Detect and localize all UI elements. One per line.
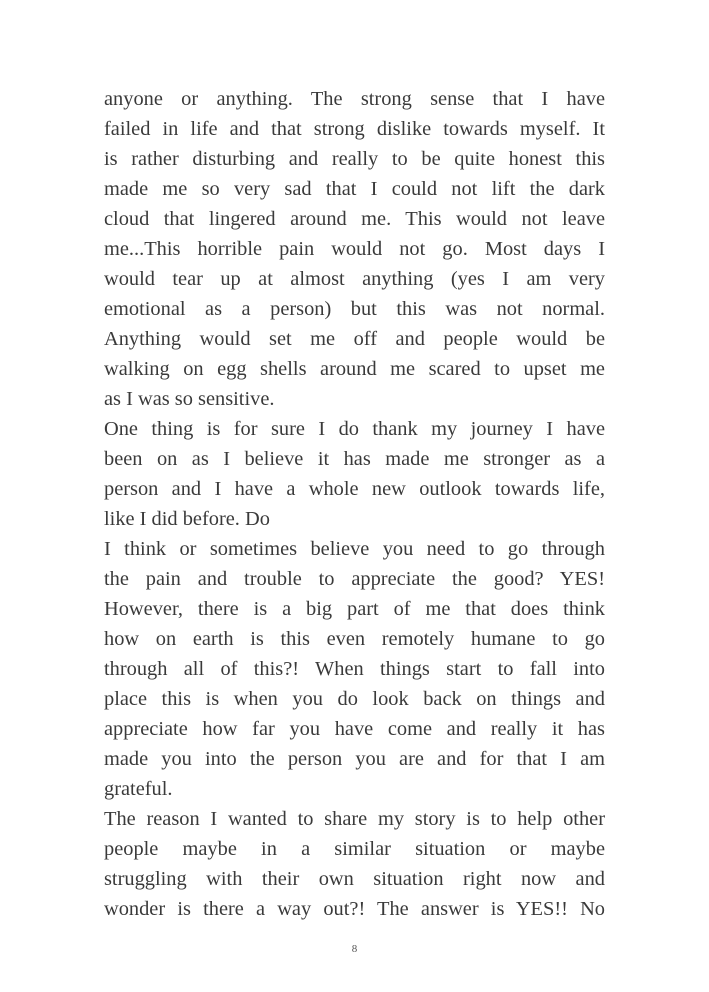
text-line: as I was so sensitive. bbox=[104, 388, 275, 410]
text-line: people maybe in a similar situation or maybe bbox=[104, 838, 605, 860]
page-number: 8 bbox=[351, 943, 358, 955]
text-line: place this is when you do look back on things and bbox=[104, 688, 605, 710]
text-line: how on earth is this even remotely humane to go bbox=[104, 628, 605, 650]
text-line: failed in life and that strong dislike towards myself. It bbox=[104, 118, 605, 140]
text-line: like I did before. Do bbox=[104, 508, 270, 530]
body-text bbox=[104, 84, 605, 924]
text-line: walking on egg shells around me scared to upset me bbox=[104, 358, 605, 380]
text-line: cloud that lingered around me. This would not leave bbox=[104, 208, 605, 230]
text-line: emotional as a person) but this was not normal. bbox=[104, 298, 605, 320]
text-line: person and I have a whole new outlook towards life, bbox=[104, 478, 605, 500]
text-line: grateful. bbox=[104, 778, 173, 800]
text-line: One thing is for sure I do thank my journey I have bbox=[104, 418, 605, 440]
text-line: wonder is there a way out?! The answer is YES!! No bbox=[104, 898, 605, 920]
text-line: me...This horrible pain would not go. Most days I bbox=[104, 238, 605, 260]
text-line: would tear up at almost anything (yes I am very bbox=[104, 268, 605, 290]
text-line: The reason I wanted to share my story is to help other bbox=[104, 808, 605, 830]
text-line: been on as I believe it has made me stronger as a bbox=[104, 448, 605, 470]
text-line: appreciate how far you have come and really it has bbox=[104, 718, 605, 740]
text-line: made me so very sad that I could not lift the dark bbox=[104, 178, 605, 200]
text-line: struggling with their own situation right now and bbox=[104, 868, 605, 890]
text-line: Anything would set me off and people would be bbox=[104, 328, 605, 350]
text-line: through all of this?! When things start to fall into bbox=[104, 658, 605, 680]
text-line: made you into the person you are and for that I am bbox=[104, 748, 605, 770]
text-line: anyone or anything. The strong sense that I have bbox=[104, 88, 605, 110]
text-line: I think or sometimes believe you need to go through bbox=[104, 538, 605, 560]
text-line: the pain and trouble to appreciate the good? YES! bbox=[104, 568, 605, 590]
text-line: However, there is a big part of me that does think bbox=[104, 598, 605, 620]
text-line: is rather disturbing and really to be quite honest this bbox=[104, 148, 605, 170]
